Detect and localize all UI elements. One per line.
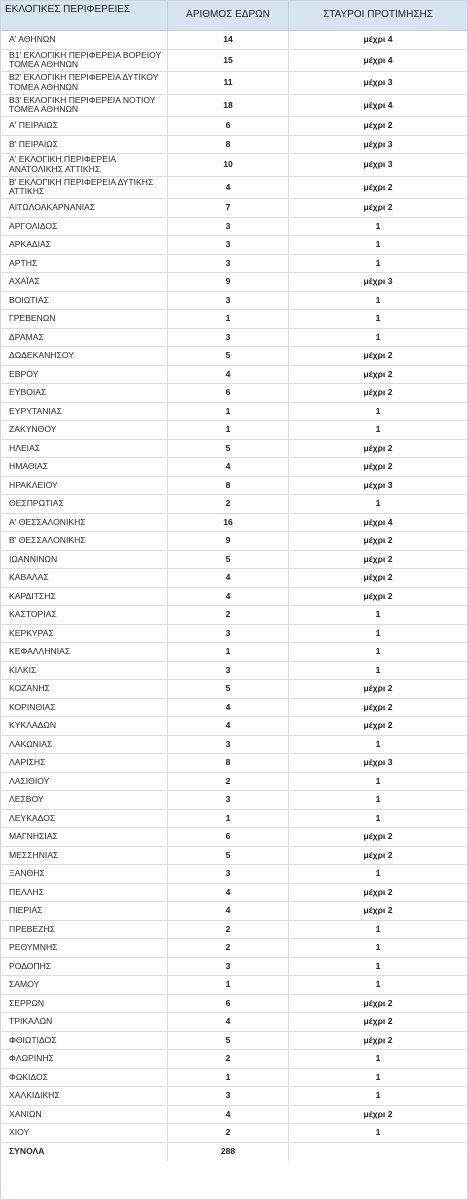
crosses-cell: μέχρι 2: [363, 590, 393, 601]
region-cell: ΚΟΖΑΝΗΣ: [1, 680, 168, 698]
seats-cell: 2: [168, 921, 289, 939]
seats-cell: 4: [168, 569, 289, 587]
region-cell: ΚΥΚΛΑΔΩΝ: [1, 717, 168, 735]
crosses-cell: 1: [375, 794, 381, 805]
region-cell: ΠΕΛΛΗΣ: [1, 884, 168, 902]
seats-cell: 1: [168, 643, 289, 661]
crosses-cell: 1: [375, 405, 381, 416]
seats-cell: 2: [168, 606, 289, 624]
table-row: [1, 403, 467, 422]
table-row: [1, 551, 467, 570]
table-row: [1, 921, 467, 940]
region-cell: ΛΑΚΩΝΙΑΣ: [1, 736, 168, 754]
crosses-cell: μέχρι 4: [363, 34, 393, 45]
table-row: [1, 902, 467, 921]
crosses-cell: μέχρι 2: [363, 683, 393, 694]
seats-cell: 8: [168, 477, 289, 495]
region-cell: ΑΡΓΟΛΙΔΟΣ: [1, 218, 168, 236]
crosses-cell: 1: [375, 498, 381, 509]
table-row-total: [1, 1143, 467, 1162]
seats-cell: 11: [168, 72, 289, 94]
region-cell: ΣΑΜΟΥ: [1, 976, 168, 994]
crosses-cell: 1: [375, 775, 381, 786]
table-row: [1, 384, 467, 403]
region-cell: ΚΙΛΚΙΣ: [1, 662, 168, 680]
seats-cell: 2: [168, 939, 289, 957]
seats-cell: 5: [168, 347, 289, 365]
table-row: [1, 606, 467, 625]
table-row: [1, 810, 467, 829]
region-cell: ΡΟΔΟΠΗΣ: [1, 958, 168, 976]
crosses-cell: 1: [375, 220, 381, 231]
table-row: [1, 958, 467, 977]
region-cell: ΕΥΒΟΙΑΣ: [1, 384, 168, 402]
column-header-crosses: ΣΤΑΥΡΟΙ ΠΡΟΤΙΜΗΣΗΣ: [323, 9, 433, 20]
seats-cell: 3: [168, 958, 289, 976]
region-cell: ΖΑΚΥΝΘΟΥ: [1, 421, 168, 439]
seats-cell: 6: [168, 995, 289, 1013]
crosses-cell: μέχρι 2: [363, 442, 393, 453]
crosses-cell: μέχρι 2: [363, 701, 393, 712]
crosses-cell: 1: [375, 664, 381, 675]
region-cell: Β3' ΕΚΛΟΓΙΚΗ ΠΕΡΙΦΕΡΕΙΑ ΝΟΤΙΟΥ ΤΟΜΕΑ ΑΘΗΝΩΝ: [1, 95, 168, 117]
seats-cell: 9: [168, 273, 289, 291]
crosses-cell: μέχρι 3: [363, 479, 393, 490]
crosses-cell: μέχρι 2: [363, 368, 393, 379]
region-cell: ΜΑΓΝΗΣΙΑΣ: [1, 828, 168, 846]
seats-cell: 3: [168, 736, 289, 754]
region-cell: Β' ΕΚΛΟΓΙΚΗ ΠΕΡΙΦΕΡΕΙΑ ΔΥΤΙΚΗΣ ΑΤΤΙΚΗΣ: [1, 177, 168, 199]
table-row: [1, 532, 467, 551]
region-cell: ΚΑΡΔΙΤΣΗΣ: [1, 588, 168, 606]
seats-cell: 4: [168, 177, 289, 199]
region-cell: ΧΙΟΥ: [1, 1124, 168, 1142]
crosses-cell: μέχρι 2: [363, 461, 393, 472]
region-cell: ΡΕΘΥΜΝΗΣ: [1, 939, 168, 957]
crosses-cell: 1: [375, 257, 381, 268]
table-row: [1, 791, 467, 810]
table-row: [1, 1050, 467, 1069]
seats-cell: 16: [168, 514, 289, 532]
table-body: [1, 31, 467, 1143]
seats-cell: 3: [168, 292, 289, 310]
crosses-cell: 1: [375, 646, 381, 657]
region-cell: ΑΙΤΩΛΟΑΚΑΡΝΑΝΙΑΣ: [1, 199, 168, 217]
seats-cell: 1: [168, 421, 289, 439]
table-row: [1, 847, 467, 866]
seats-cell: 2: [168, 1124, 289, 1142]
region-cell: ΛΕΣΒΟΥ: [1, 791, 168, 809]
crosses-cell: 1: [375, 979, 381, 990]
region-cell: ΙΩΑΝΝΙΝΩΝ: [1, 551, 168, 569]
crosses-cell: μέχρι 2: [363, 572, 393, 583]
seats-cell: 5: [168, 440, 289, 458]
table-row: [1, 236, 467, 255]
seats-cell: 1: [168, 976, 289, 994]
crosses-cell: 1: [375, 960, 381, 971]
crosses-cell: μέχρι 2: [363, 849, 393, 860]
table-row: [1, 717, 467, 736]
region-cell: ΛΕΥΚΑΔΟΣ: [1, 810, 168, 828]
seats-cell: 6: [168, 117, 289, 135]
seats-cell: 1: [168, 1069, 289, 1087]
table-row: [1, 865, 467, 884]
seats-cell: 3: [168, 662, 289, 680]
table-row: [1, 421, 467, 440]
total-crosses: [289, 1143, 467, 1162]
region-cell: ΚΑΒΑΛΑΣ: [1, 569, 168, 587]
table-row: [1, 458, 467, 477]
crosses-cell: 1: [375, 1127, 381, 1138]
table-row: [1, 440, 467, 459]
crosses-cell: μέχρι 2: [363, 1108, 393, 1119]
crosses-cell: 1: [375, 1090, 381, 1101]
region-cell: ΞΑΝΘΗΣ: [1, 865, 168, 883]
total-label: ΣΥΝΟΛΑ: [1, 1143, 168, 1162]
seats-cell: 6: [168, 828, 289, 846]
region-cell: Α' ΠΕΙΡΑΙΩΣ: [1, 117, 168, 135]
seats-cell: 3: [168, 625, 289, 643]
crosses-cell: 1: [375, 627, 381, 638]
crosses-cell: 1: [375, 1053, 381, 1064]
seats-cell: 3: [168, 329, 289, 347]
seats-cell: 5: [168, 1032, 289, 1050]
crosses-cell: 1: [375, 331, 381, 342]
region-cell: ΠΡΕΒΕΖΗΣ: [1, 921, 168, 939]
seats-cell: 4: [168, 902, 289, 920]
seats-cell: 4: [168, 1013, 289, 1031]
table-row: [1, 976, 467, 995]
region-cell: ΚΕΦΑΛΛΗΝΙΑΣ: [1, 643, 168, 661]
seats-cell: 2: [168, 773, 289, 791]
table-row: [1, 495, 467, 514]
table-row: [1, 292, 467, 311]
crosses-cell: μέχρι 2: [363, 997, 393, 1008]
crosses-cell: μέχρι 3: [363, 757, 393, 768]
seats-cell: 1: [168, 310, 289, 328]
table-row: [1, 218, 467, 237]
seats-cell: 3: [168, 236, 289, 254]
table-row: [1, 72, 467, 95]
region-cell: ΣΕΡΡΩΝ: [1, 995, 168, 1013]
seats-cell: 3: [168, 255, 289, 273]
seats-cell: 10: [168, 154, 289, 176]
region-cell: ΛΑΣΙΘΙΟΥ: [1, 773, 168, 791]
region-cell: Α' ΕΚΛΟΓΙΚΗ ΠΕΡΙΦΕΡΕΙΑ ΑΝΑΤΟΛΙΚΗΣ ΑΤΤΙΚΗΣ: [1, 154, 168, 176]
region-cell: ΗΡΑΚΛΕΙΟΥ: [1, 477, 168, 495]
crosses-cell: μέχρι 2: [363, 387, 393, 398]
seats-cell: 4: [168, 1106, 289, 1124]
table-header: [1, 1, 467, 31]
crosses-cell: 1: [375, 923, 381, 934]
seats-cell: 7: [168, 199, 289, 217]
seats-cell: 8: [168, 136, 289, 154]
crosses-cell: 1: [375, 812, 381, 823]
seats-cell: 6: [168, 384, 289, 402]
region-cell: Β' ΘΕΣΣΑΛΟΝΙΚΗΣ: [1, 532, 168, 550]
region-cell: ΛΑΡΙΣΗΣ: [1, 754, 168, 772]
region-cell: ΚΑΣΤΟΡΙΑΣ: [1, 606, 168, 624]
region-cell: ΧΑΛΚΙΔΙΚΗΣ: [1, 1087, 168, 1105]
crosses-cell: μέχρι 2: [363, 120, 393, 131]
region-cell: ΤΡΙΚΑΛΩΝ: [1, 1013, 168, 1031]
table-row: [1, 1013, 467, 1032]
crosses-cell: μέχρι 2: [363, 720, 393, 731]
table-row: [1, 1124, 467, 1143]
region-cell: Β' ΠΕΙΡΑΙΩΣ: [1, 136, 168, 154]
table-row: [1, 95, 467, 118]
region-cell: ΗΛΕΙΑΣ: [1, 440, 168, 458]
crosses-cell: μέχρι 4: [363, 99, 393, 110]
region-cell: ΜΕΣΣΗΝΙΑΣ: [1, 847, 168, 865]
region-cell: ΑΧΑΪΑΣ: [1, 273, 168, 291]
table-row: [1, 625, 467, 644]
table-row: [1, 773, 467, 792]
crosses-cell: 1: [375, 1071, 381, 1082]
table-row: [1, 329, 467, 348]
table-row: [1, 1087, 467, 1106]
crosses-cell: μέχρι 2: [363, 1034, 393, 1045]
crosses-cell: μέχρι 2: [363, 1016, 393, 1027]
table-row: [1, 1032, 467, 1051]
seats-cell: 5: [168, 680, 289, 698]
region-cell: ΚΕΡΚΥΡΑΣ: [1, 625, 168, 643]
table-row: [1, 736, 467, 755]
table-row: [1, 995, 467, 1014]
table-row: [1, 1069, 467, 1088]
table-row: [1, 117, 467, 136]
region-cell: ΦΩΚΙΔΟΣ: [1, 1069, 168, 1087]
seats-cell: 4: [168, 884, 289, 902]
table-row: [1, 199, 467, 218]
seats-cell: 18: [168, 95, 289, 117]
table-row: [1, 255, 467, 274]
table-row: [1, 366, 467, 385]
crosses-cell: μέχρι 3: [363, 276, 393, 287]
table-row: [1, 514, 467, 533]
region-cell: Β2' ΕΚΛΟΓΙΚΗ ΠΕΡΙΦΕΡΕΙΑ ΔΥΤΙΚΟΥ ΤΟΜΕΑ ΑΘΗΝΩΝ: [1, 72, 168, 94]
seats-cell: 5: [168, 847, 289, 865]
region-cell: ΦΛΩΡΙΝΗΣ: [1, 1050, 168, 1068]
region-cell: ΗΜΑΘΙΑΣ: [1, 458, 168, 476]
region-cell: ΔΩΔΕΚΑΝΗΣΟΥ: [1, 347, 168, 365]
crosses-cell: 1: [375, 424, 381, 435]
table-row: [1, 310, 467, 329]
seats-cell: 4: [168, 699, 289, 717]
region-cell: Β1' ΕΚΛΟΓΙΚΗ ΠΕΡΙΦΕΡΕΙΑ ΒΟΡΕΙΟΥ ΤΟΜΕΑ ΑΘΗΝΩΝ: [1, 50, 168, 72]
table-row: [1, 680, 467, 699]
seats-cell: 1: [168, 810, 289, 828]
crosses-cell: 1: [375, 868, 381, 879]
seats-cell: 3: [168, 1087, 289, 1105]
table-row: [1, 31, 467, 50]
crosses-cell: 1: [375, 294, 381, 305]
crosses-cell: μέχρι 2: [363, 553, 393, 564]
seats-cell: 4: [168, 458, 289, 476]
crosses-cell: μέχρι 4: [363, 54, 393, 65]
region-cell: ΕΥΡΥΤΑΝΙΑΣ: [1, 403, 168, 421]
crosses-cell: μέχρι 3: [363, 159, 393, 170]
crosses-cell: μέχρι 2: [363, 202, 393, 213]
table-row: [1, 1106, 467, 1125]
seats-cell: 4: [168, 366, 289, 384]
region-cell: ΔΡΑΜΑΣ: [1, 329, 168, 347]
seats-cell: 3: [168, 865, 289, 883]
table-row: [1, 939, 467, 958]
seats-cell: 5: [168, 551, 289, 569]
region-cell: Α' ΘΕΣΣΑΛΟΝΙΚΗΣ: [1, 514, 168, 532]
table-row: [1, 569, 467, 588]
crosses-cell: 1: [375, 239, 381, 250]
table-row: [1, 273, 467, 292]
region-cell: ΠΙΕΡΙΑΣ: [1, 902, 168, 920]
region-cell: ΓΡΕΒΕΝΩΝ: [1, 310, 168, 328]
column-header-region: ΕΚΛΟΓΙΚΕΣ ΠΕΡΙΦΕΡΕΙΕΣ: [1, 1, 168, 30]
region-cell: ΘΕΣΠΡΩΤΙΑΣ: [1, 495, 168, 513]
seats-cell: 14: [168, 31, 289, 49]
crosses-cell: μέχρι 3: [363, 77, 393, 88]
table-row: [1, 154, 467, 177]
region-cell: Α' ΑΘΗΝΩΝ: [1, 31, 168, 49]
table-row: [1, 588, 467, 607]
table-row: [1, 754, 467, 773]
region-cell: ΒΟΙΩΤΙΑΣ: [1, 292, 168, 310]
crosses-cell: μέχρι 4: [363, 516, 393, 527]
seats-cell: 3: [168, 218, 289, 236]
table-row: [1, 136, 467, 155]
table-row: [1, 643, 467, 662]
seats-cell: 4: [168, 717, 289, 735]
crosses-cell: μέχρι 2: [363, 181, 393, 192]
crosses-cell: 1: [375, 609, 381, 620]
table-row: [1, 477, 467, 496]
crosses-cell: 1: [375, 942, 381, 953]
seats-cell: 15: [168, 50, 289, 72]
crosses-cell: μέχρι 2: [363, 535, 393, 546]
table-row: [1, 177, 467, 200]
seats-cell: 4: [168, 588, 289, 606]
table-row: [1, 347, 467, 366]
region-cell: ΧΑΝΙΩΝ: [1, 1106, 168, 1124]
crosses-cell: μέχρι 2: [363, 831, 393, 842]
region-cell: ΑΡΚΑΔΙΑΣ: [1, 236, 168, 254]
table-row: [1, 662, 467, 681]
seats-cell: 1: [168, 403, 289, 421]
crosses-cell: μέχρι 3: [363, 138, 393, 149]
seats-cell: 8: [168, 754, 289, 772]
region-cell: ΦΘΙΩΤΙΔΟΣ: [1, 1032, 168, 1050]
crosses-cell: μέχρι 2: [363, 886, 393, 897]
seats-cell: 9: [168, 532, 289, 550]
seats-cell: 2: [168, 495, 289, 513]
region-cell: ΑΡΤΗΣ: [1, 255, 168, 273]
region-cell: ΕΒΡΟΥ: [1, 366, 168, 384]
crosses-cell: μέχρι 2: [363, 350, 393, 361]
region-cell: ΚΟΡΙΝΘΙΑΣ: [1, 699, 168, 717]
seats-cell: 2: [168, 1050, 289, 1068]
column-header-seats: ΑΡΙΘΜΟΣ ΕΔΡΩΝ: [168, 1, 289, 30]
seats-cell: 3: [168, 791, 289, 809]
table-row: [1, 699, 467, 718]
table-row: [1, 828, 467, 847]
total-seats: 288: [168, 1143, 289, 1162]
crosses-cell: 1: [375, 738, 381, 749]
table-row: [1, 884, 467, 903]
crosses-cell: 1: [375, 313, 381, 324]
crosses-cell: μέχρι 2: [363, 905, 393, 916]
table-row: [1, 50, 467, 73]
